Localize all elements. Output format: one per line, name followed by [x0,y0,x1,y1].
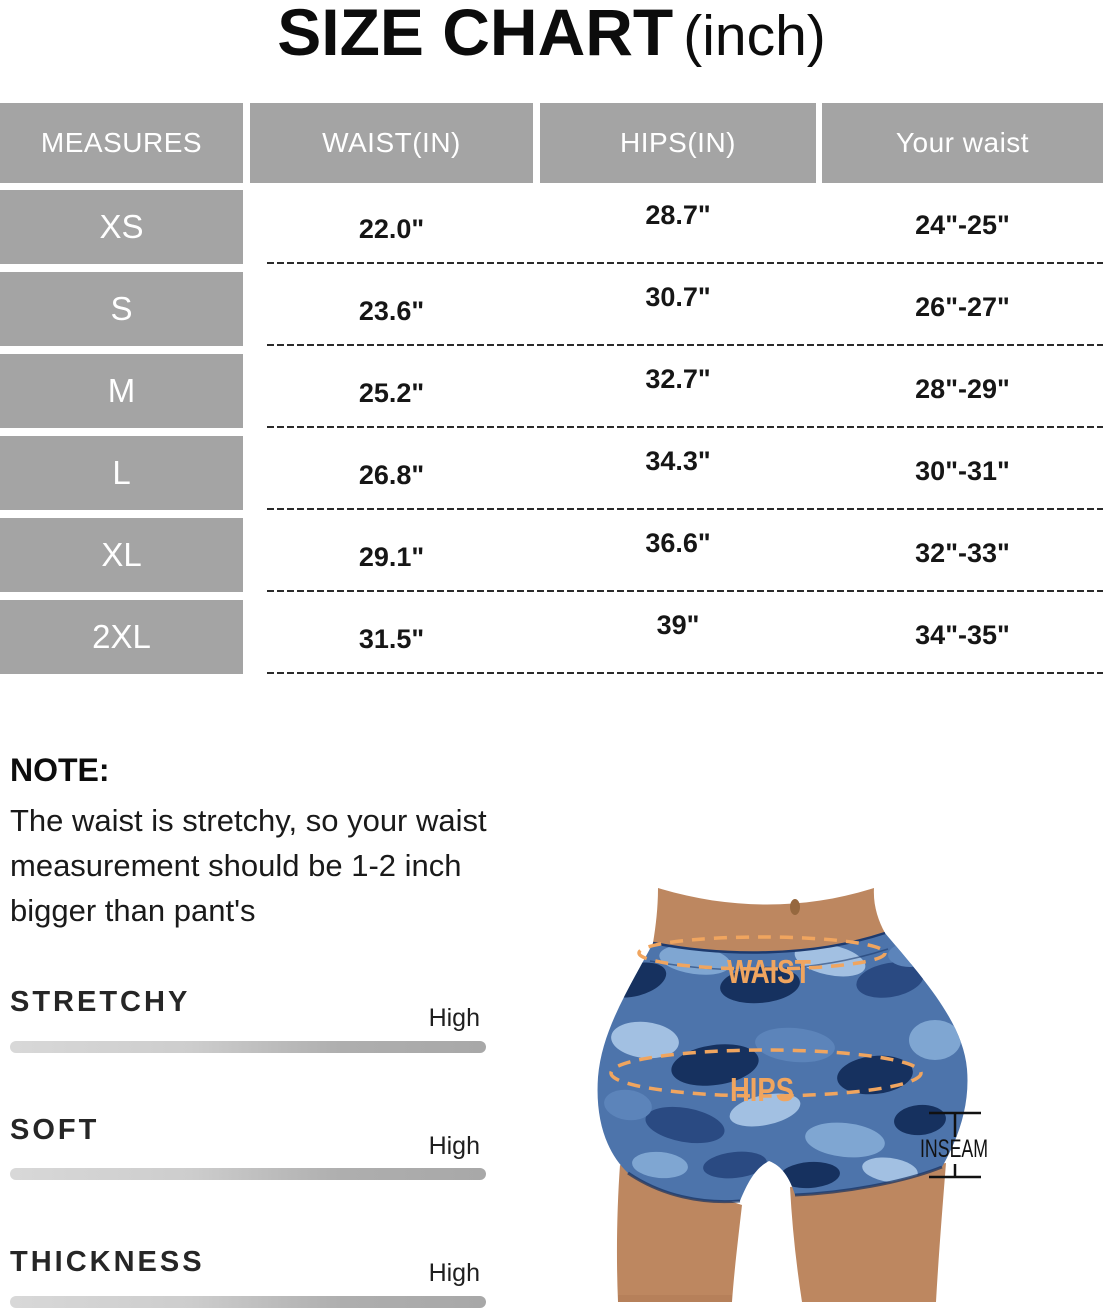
size-label: XL [0,518,243,592]
note-heading: NOTE: [10,752,110,788]
size-label: 2XL [0,600,243,674]
waist-value: 23.6" [358,296,425,326]
size-label: XS [0,190,243,264]
table-row [0,600,1103,674]
header-waist: WAIST(IN) [250,103,533,183]
note-line: measurement should be 1-2 inch [10,848,462,883]
product-photo [590,865,1010,1311]
attr-bar-soft [10,1168,486,1180]
waist-value: 25.2" [358,378,425,408]
attr-label-thickness: THICKNESS [10,1246,205,1278]
header-hips: HIPS(IN) [540,103,816,183]
row-divider [267,672,1103,674]
note-body [10,798,487,933]
your-waist-value: 34"-35" [915,620,1010,650]
row-divider [267,508,1103,510]
size-label: L [0,436,243,510]
attr-level-soft: High [428,1132,480,1160]
your-waist-value: 30"-31" [915,456,1010,486]
size-label: S [0,272,243,346]
inseam-label: INSEAM [920,1135,988,1163]
title-unit-suffix: (inch) [683,4,826,68]
table-row [0,272,1103,346]
page-title [0,0,1103,70]
attr-label-soft: SOFT [10,1114,100,1146]
your-waist-value: 28"-29" [915,374,1010,404]
hips-label: HIPS [730,1071,794,1108]
hips-value: 30.7" [645,282,711,312]
waist-value: 22.0" [358,214,425,244]
hips-value: 34.3" [645,446,711,476]
row-divider [267,262,1103,264]
attr-label-stretchy: STRETCHY [10,986,191,1018]
shorts-illustration [590,865,1010,1311]
waist-value: 31.5" [358,624,425,654]
waist-value: 26.8" [358,460,425,490]
table-row [0,436,1103,510]
attr-bar-stretchy [10,1041,486,1053]
row-divider [267,590,1103,592]
header-your-waist: Your waist [822,103,1103,183]
table-row [0,518,1103,592]
hips-value: 36.6" [645,528,711,558]
header-measures: MEASURES [0,103,243,183]
hips-value: 28.7" [645,200,711,230]
row-divider [267,344,1103,346]
size-label: M [0,354,243,428]
hips-value: 32.7" [645,364,711,394]
attr-level-stretchy: High [428,1004,480,1032]
hips-value: 39" [656,610,700,640]
waist-value: 29.1" [358,542,425,572]
note-line: bigger than pant's [10,893,256,928]
navel [790,899,800,915]
attr-level-thickness: High [428,1259,480,1287]
your-waist-value: 26"-27" [915,292,1010,322]
table-row [0,190,1103,264]
your-waist-value: 24"-25" [915,210,1010,240]
title-main: SIZE CHART [277,0,674,69]
table-row [0,354,1103,428]
note-line: The waist is stretchy, so your waist [10,803,487,838]
waist-label: WAIST [727,953,811,990]
attr-bar-thickness [10,1296,486,1308]
row-divider [267,426,1103,428]
your-waist-value: 32"-33" [915,538,1010,568]
